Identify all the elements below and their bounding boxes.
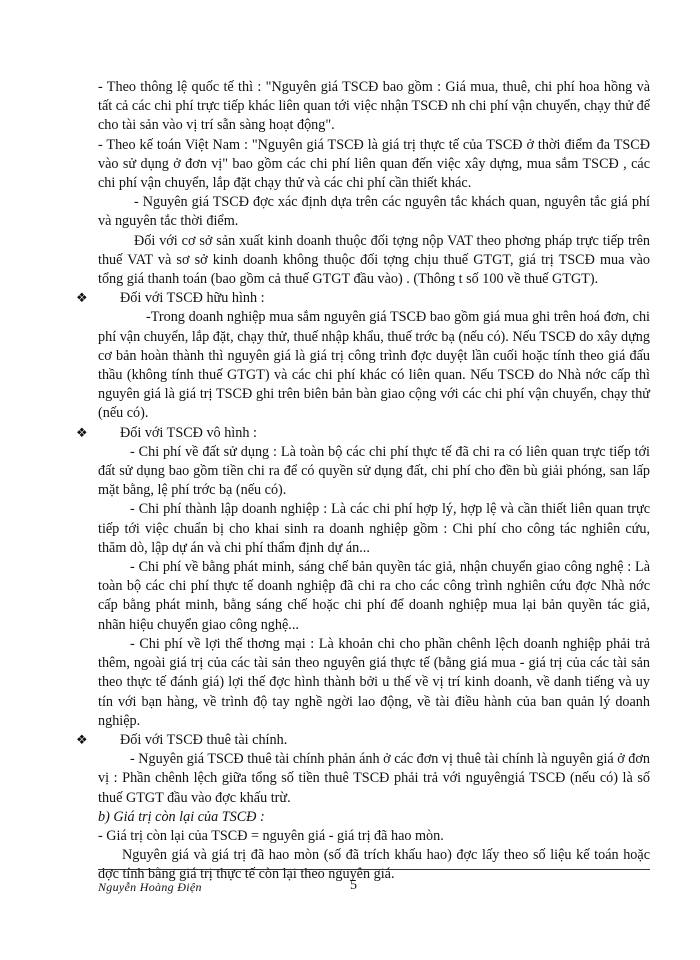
paragraph-establishment: - Chi phí thành lập doanh nghiệp : Là các chi phí hợp lý, hợp lệ và cần thiết liên quan trực tiếp tới việc chuẩn bị cho khai sinh ra doanh nghiệp gồm : Chi phí cho công tác nghiên cứu, thăm dò, lập dự án và chi phí thẩm định dự án... [98,501,650,556]
section-heading: Đối với TSCĐ vô hình : [120,424,257,441]
footer-author: Nguyễn Hoàng Điện [98,880,202,894]
paragraph-land-use: - Chi phí về đất sử dụng : Là toàn bộ các chi phí thực tế đã chi ra có liên quan trực tiếp tới đất sử dụng bao gồm tiền chi ra để có quyền sử dụng đất, chi phí cho đền bù giải phóng, san lấp mặt bằng, lệ phí trớc bạ (nếu có). [98,443,650,499]
diamond-bullet-icon: ❖ [76,291,88,307]
paragraph-finance-lease: - Nguyên giá TSCĐ thuê tài chính phản ánh ở các đơn vị thuê tài chính là nguyên giá ở đơn vị : Phần chênh lệch giữa tổng số tiền thuê TSCĐ phải trả với nguyêngiá TSCĐ (nếu có) là số thuế GTGT đầu vào đợc khấu trừ. [98,751,650,806]
section-intangible [76,424,650,443]
section-heading: Đối với TSCĐ thuê tài chính. [120,731,288,748]
paragraph-vat-direct: Đối với cơ sở sản xuất kinh doanh thuộc đối tợng nộp VAT theo phơng pháp trực tiếp trên thuế VAT và sơ sở kinh doanh không thuộc đối tợng chịu thuế GTGT, giá trị TSCĐ mua vào tổng giá thanh toán (bao gồm cả thuế GTGT đầu vào) . (Thông t số 100 về thuế GTGT). [98,232,650,288]
paragraph-goodwill: - Chi phí về lợi thế thơng mại : Là khoản chi cho phần chênh lệch doanh nghiệp phải trả thêm, ngoài giá trị của các tài sản theo nguyên giá thực tế (bằng giá mua - giá trị của các tài sản theo thực tế đánh giá) lợi thế đợc hình thành bởi u thế về vị trí kinh doanh, về danh tiếng và uy tín với bạn hàng, về trình độ tay nghề ngời lao động, về tài điều hành của ban quản lý doanh nghiệp. [98,635,650,729]
paragraph-international-practice: - Theo thông lệ quốc tế thì : "Nguyên giá TSCĐ bao gồm : Giá mua, thuê, chi phí hoa hồng và tất cả các chi phí trực tiếp khác liên quan tới việc nhận TSCĐ nh chi phí vận chuyển, chạy thử để cho tài sản vào vị trí sẵn sàng hoạt động". [98,79,650,134]
section-finance-lease [76,731,650,750]
diamond-bullet-icon: ❖ [76,425,88,441]
paragraph-residual-note: Nguyên giá và giá trị đã hao mòn (số đã trích khấu hao) đợc lấy theo số liệu kế toán hoặc đợc tính bằng giá trị thực tế còn lại theo nguyên giá. [98,847,650,883]
section-tangible [76,289,650,308]
section-heading: Đối với TSCĐ hữu hình : [120,290,265,307]
diamond-bullet-icon: ❖ [76,732,88,748]
subsection-heading: b) Giá trị còn lại của TSCĐ : [98,808,265,825]
paragraph-vietnam-accounting: - Theo kế toán Việt Nam : "Nguyên giá TSCĐ là giá trị thực tế của TSCĐ ở thời điểm đa TSCĐ vào sử dụng ở đơn vị" bao gồm các chi phí liên quan đến việc xây dựng, mua sắm TSCĐ , các chi phí vận chuyển, lắp đặt chạy thử và các chi phí cần thiết khác. [98,136,650,192]
paragraph-residual-formula: - Giá trị còn lại của TSCĐ = nguyên giá - giá trị đã hao mòn. [98,827,444,844]
paragraph-tangible-cost: -Trong doanh nghiệp mua sắm nguyên giá TSCĐ bao gồm giá mua ghi trên hoá đơn, chi phí vận chuyển, lắp đặt, chạy thử, thuế nhập khẩu, thuế trớc bạ (nếu có). Nếu TSCĐ do xây dựng cơ bản hoàn thành thì nguyên giá là giá trị công trình đợc duyệt lần cuối hoặc tính theo giá đấu thầu (không tính thuế GTGT) và các chi phí khác có liên quan. Nếu TSCĐ do Nhà nớc cấp thì nguyên giá là giá trị TSCĐ ghi trên biên bản bàn giao cộng với các chi phí vận chuyển, chạy thử (nếu có). [98,309,650,422]
page-footer [98,869,650,894]
page-body [76,78,650,885]
paragraph-principles: - Nguyên giá TSCĐ đợc xác định dựa trên các nguyên tắc khách quan, nguyên tắc giá phí và nguyên tắc thời điểm. [98,194,650,230]
page-number: 5 [350,878,357,893]
paragraph-patents: - Chi phí về bằng phát minh, sáng chế bản quyền tác giả, nhận chuyển giao công nghệ : Là toàn bộ các chi phí thực tế doanh nghiệp đã chi ra cho các công trình nghiên cứu đợc Nhà nớc cấp bằng phát minh, bằng sáng chế hoặc chi phí để doanh nghiệp mua lại bản quyền tác giả, nhãn hiệu chuyển giao công nghệ... [98,559,650,633]
